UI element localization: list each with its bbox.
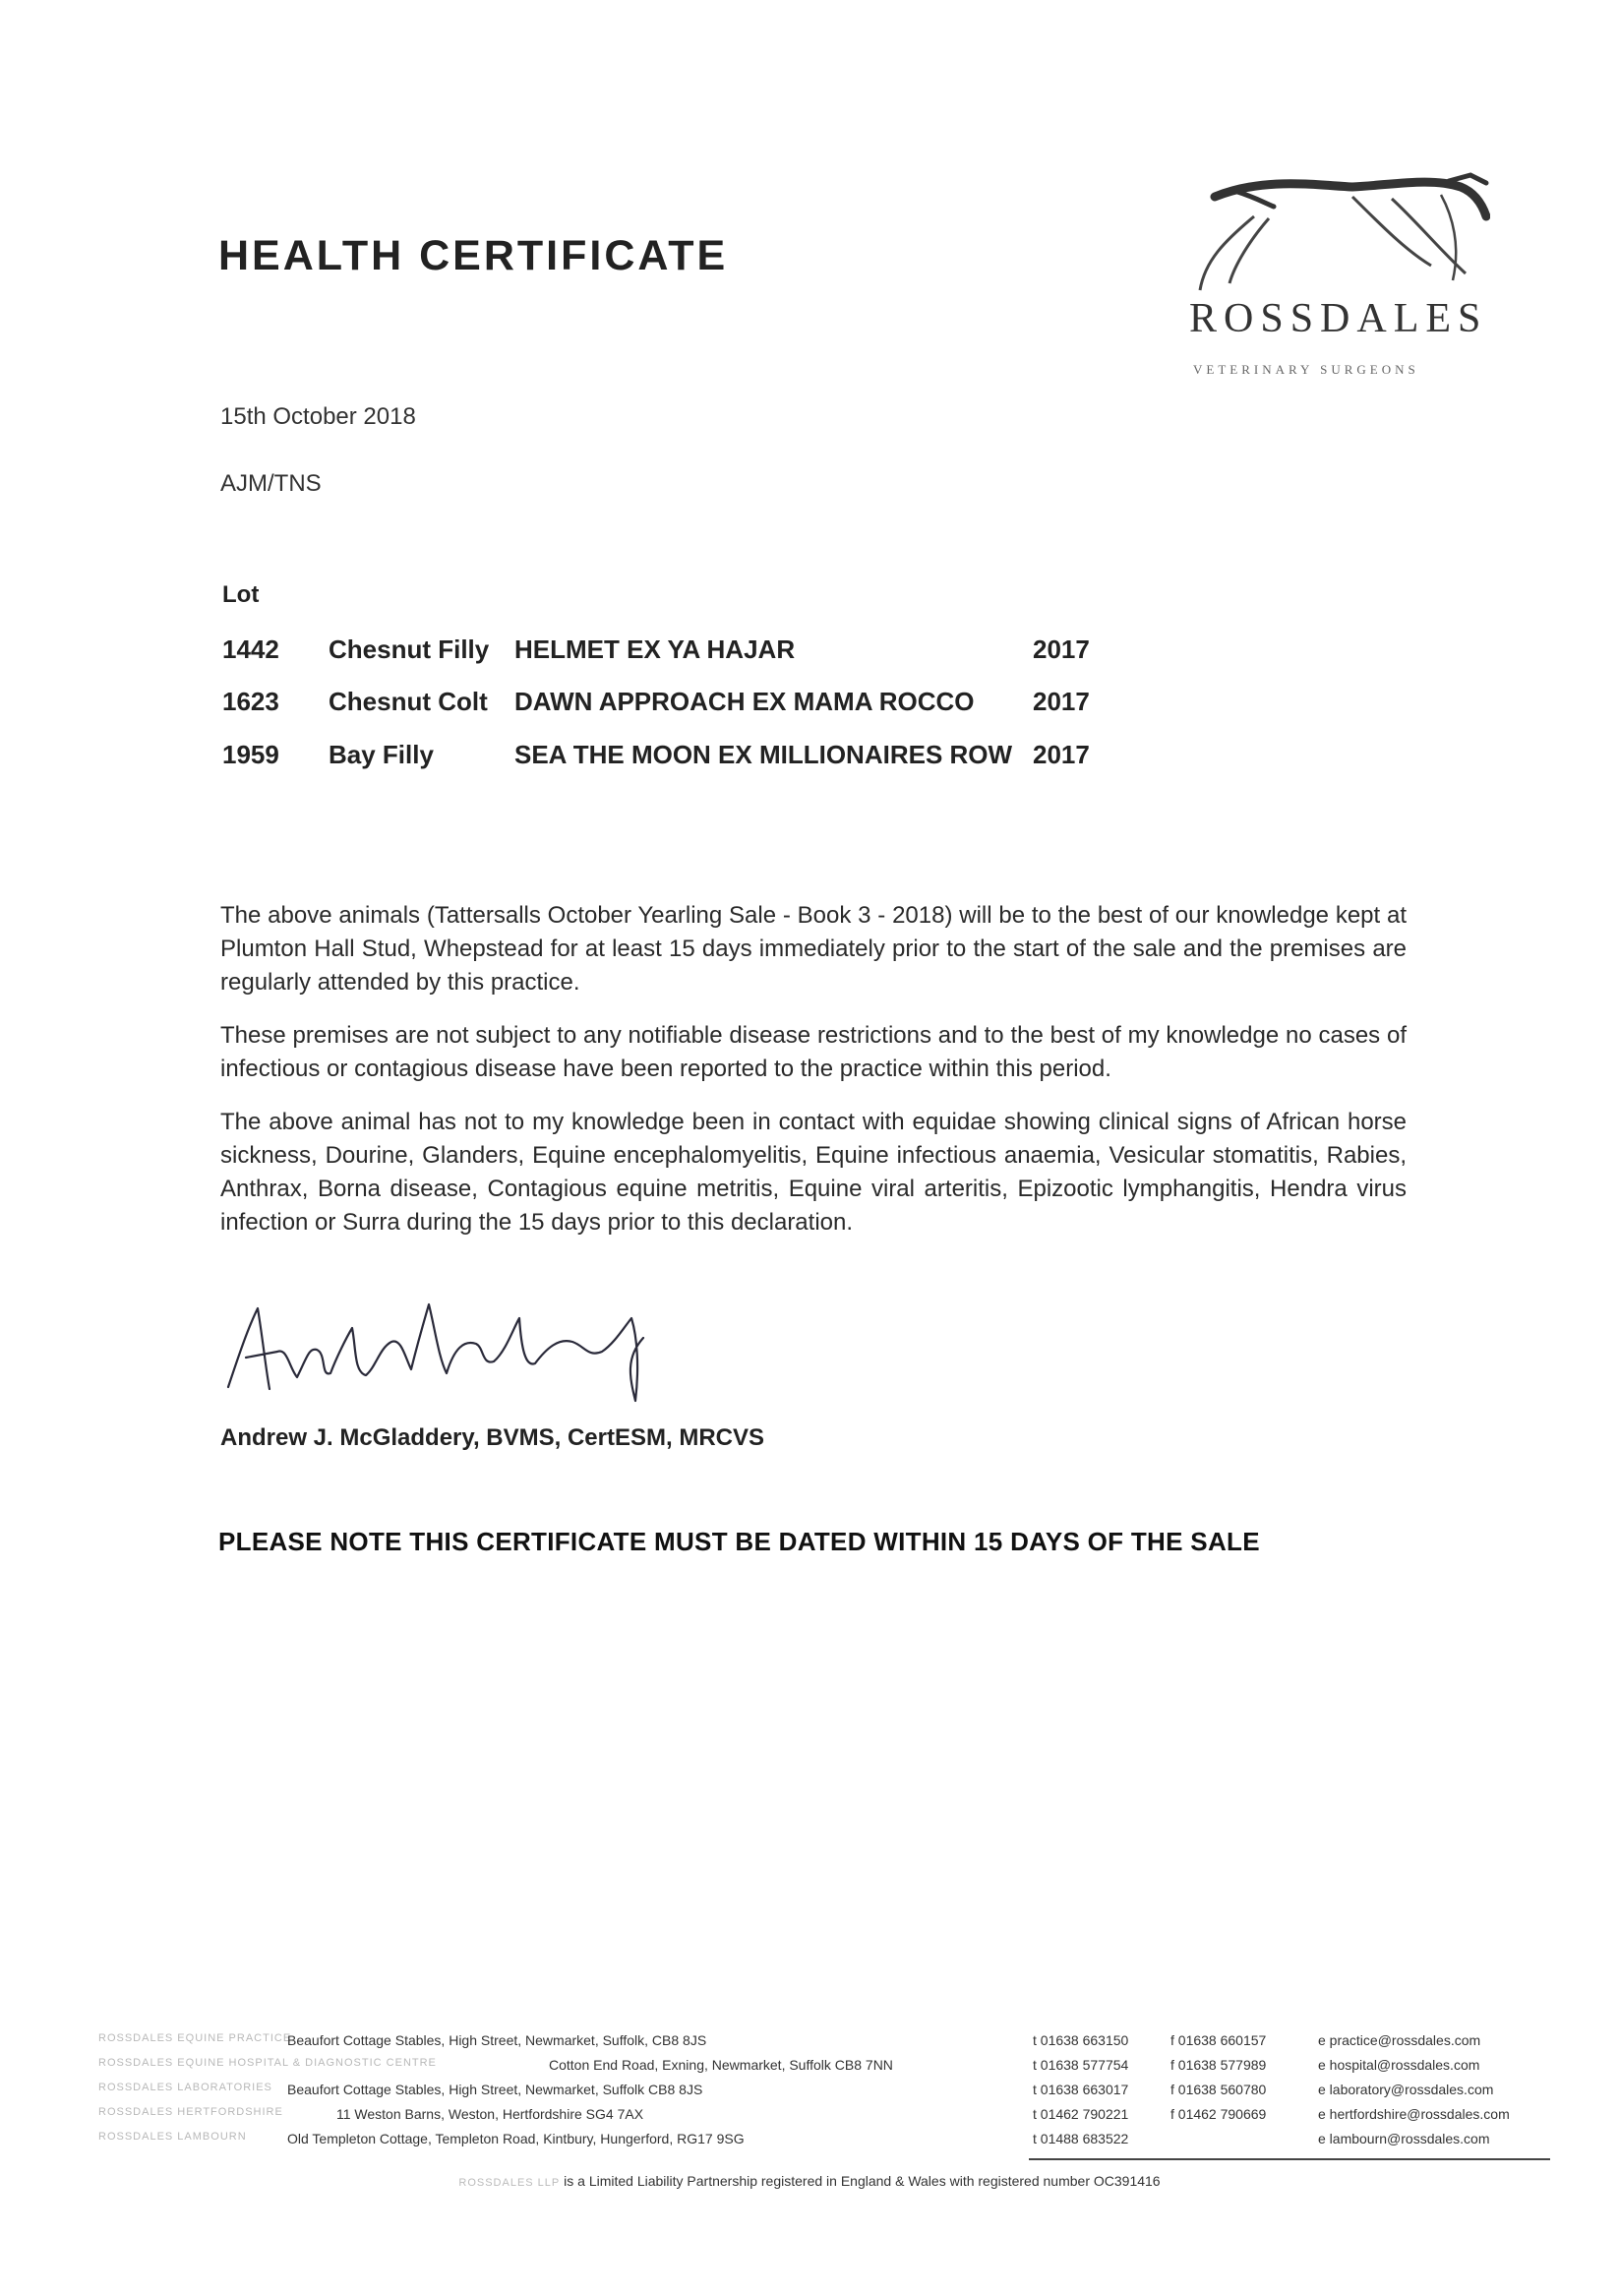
footer-email: e hospital@rossdales.com bbox=[1318, 2057, 1480, 2073]
footer-address: Beaufort Cottage Stables, High Street, Newmarket, Suffolk, CB8 8JS bbox=[287, 2032, 707, 2048]
rossdales-logo bbox=[1185, 157, 1510, 393]
signer-name: Andrew J. McGladdery, BVMS, CertESM, MRCVS bbox=[220, 1424, 764, 1451]
lot-pedigree: DAWN APPROACH EX MAMA ROCCO bbox=[514, 687, 975, 716]
footer-email: e lambourn@rossdales.com bbox=[1318, 2131, 1490, 2146]
validity-note: PLEASE NOTE THIS CERTIFICATE MUST BE DATED WITHIN 15 DAYS OF THE SALE bbox=[218, 1527, 1260, 1556]
footer-email: e practice@rossdales.com bbox=[1318, 2032, 1481, 2048]
logo-name: ROSSDALES bbox=[1189, 296, 1488, 341]
footer-address: 11 Weston Barns, Weston, Hertfordshire SG4 7AX bbox=[336, 2106, 644, 2122]
footer-dept: ROSSDALES EQUINE PRACTICE bbox=[98, 2032, 292, 2044]
lot-description: Bay Filly bbox=[329, 740, 434, 769]
legal-prefix: ROSSDALES LLP bbox=[458, 2177, 561, 2189]
lot-year: 2017 bbox=[1033, 687, 1090, 716]
lot-number: 1623 bbox=[222, 687, 279, 716]
lot-description: Chesnut Colt bbox=[329, 687, 488, 716]
footer-tel: t 01488 683522 bbox=[1033, 2131, 1129, 2146]
lot-pedigree: SEA THE MOON EX MILLIONAIRES ROW bbox=[514, 740, 1013, 769]
reference-code: AJM/TNS bbox=[220, 470, 322, 497]
footer-row bbox=[98, 2106, 1554, 2131]
footer-fax: f 01462 790669 bbox=[1170, 2106, 1267, 2122]
signature bbox=[218, 1279, 671, 1412]
page-title: HEALTH CERTIFICATE bbox=[218, 232, 729, 279]
footer-row bbox=[98, 2131, 1554, 2155]
footer-fax: f 01638 660157 bbox=[1170, 2032, 1267, 2048]
footer-tel: t 01638 663017 bbox=[1033, 2082, 1129, 2097]
footer-row bbox=[98, 2057, 1554, 2082]
footer-divider bbox=[1029, 2158, 1550, 2160]
logo-subtitle: VETERINARY SURGEONS bbox=[1193, 362, 1419, 377]
footer-address: Beaufort Cottage Stables, High Street, Newmarket, Suffolk CB8 8JS bbox=[287, 2082, 703, 2097]
lot-pedigree: HELMET EX YA HAJAR bbox=[514, 634, 796, 664]
lot-number: 1959 bbox=[222, 740, 279, 769]
lot-row bbox=[0, 634, 1619, 674]
lot-year: 2017 bbox=[1033, 634, 1090, 664]
footer-dept: ROSSDALES HERTFORDSHIRE bbox=[98, 2106, 283, 2118]
footer-contacts bbox=[98, 2032, 1554, 2155]
footer-row bbox=[98, 2082, 1554, 2106]
footer-email: e hertfordshire@rossdales.com bbox=[1318, 2106, 1510, 2122]
legal-notice bbox=[0, 2173, 1619, 2189]
lot-description: Chesnut Filly bbox=[329, 634, 490, 664]
footer-address: Cotton End Road, Exning, Newmarket, Suffolk CB8 7NN bbox=[549, 2057, 893, 2073]
lot-heading: Lot bbox=[222, 581, 260, 608]
lot-row bbox=[0, 740, 1619, 779]
footer-tel: t 01638 577754 bbox=[1033, 2057, 1129, 2073]
legal-text: is a Limited Liability Partnership registered in England & Wales with registered number OC391416 bbox=[564, 2173, 1161, 2189]
footer-address: Old Templeton Cottage, Templeton Road, Kintbury, Hungerford, RG17 9SG bbox=[287, 2131, 745, 2146]
footer-dept: ROSSDALES LAMBOURN bbox=[98, 2131, 247, 2143]
footer-dept: ROSSDALES LABORATORIES bbox=[98, 2082, 272, 2093]
certificate-date: 15th October 2018 bbox=[220, 403, 416, 430]
footer-fax: f 01638 577989 bbox=[1170, 2057, 1267, 2073]
footer-email: e laboratory@rossdales.com bbox=[1318, 2082, 1494, 2097]
footer-row bbox=[98, 2032, 1554, 2057]
lot-row bbox=[0, 687, 1619, 726]
clinical-signs-paragraph: The above animal has not to my knowledge been in contact with equidae showing clinical signs of African horse sickness, Dourine, Glanders, Equine encephalomyelitis, Equine infectious anaemia, Vesicular stomatitis, Rabies, Anthrax, Borna disease, Contagious equine metritis, Equine viral arteritis, Epizootic lymphangitis, Hendra virus infection or Surra during the 15 days prior to this declaration. bbox=[220, 1109, 1407, 1236]
horse-logo-icon bbox=[1195, 157, 1490, 295]
footer-tel: t 01638 663150 bbox=[1033, 2032, 1129, 2048]
lot-year: 2017 bbox=[1033, 740, 1090, 769]
footer-fax: f 01638 560780 bbox=[1170, 2082, 1267, 2097]
sale-statement-paragraph: The above animals (Tattersalls October Yearling Sale - Book 3 - 2018) will be to the best of our knowledge kept at Plumton Hall Stud, Whepstead for at least 15 days immediately prior to the start of the sale and the premises are regularly attended by this practice. bbox=[220, 902, 1407, 996]
footer-dept: ROSSDALES EQUINE HOSPITAL & DIAGNOSTIC CENTRE bbox=[98, 2057, 437, 2069]
footer-tel: t 01462 790221 bbox=[1033, 2106, 1129, 2122]
lot-number: 1442 bbox=[222, 634, 279, 664]
disease-restriction-paragraph: These premises are not subject to any notifiable disease restrictions and to the best of my knowledge no cases of infectious or contagious disease have been reported to the practice within this period. bbox=[220, 1022, 1407, 1082]
